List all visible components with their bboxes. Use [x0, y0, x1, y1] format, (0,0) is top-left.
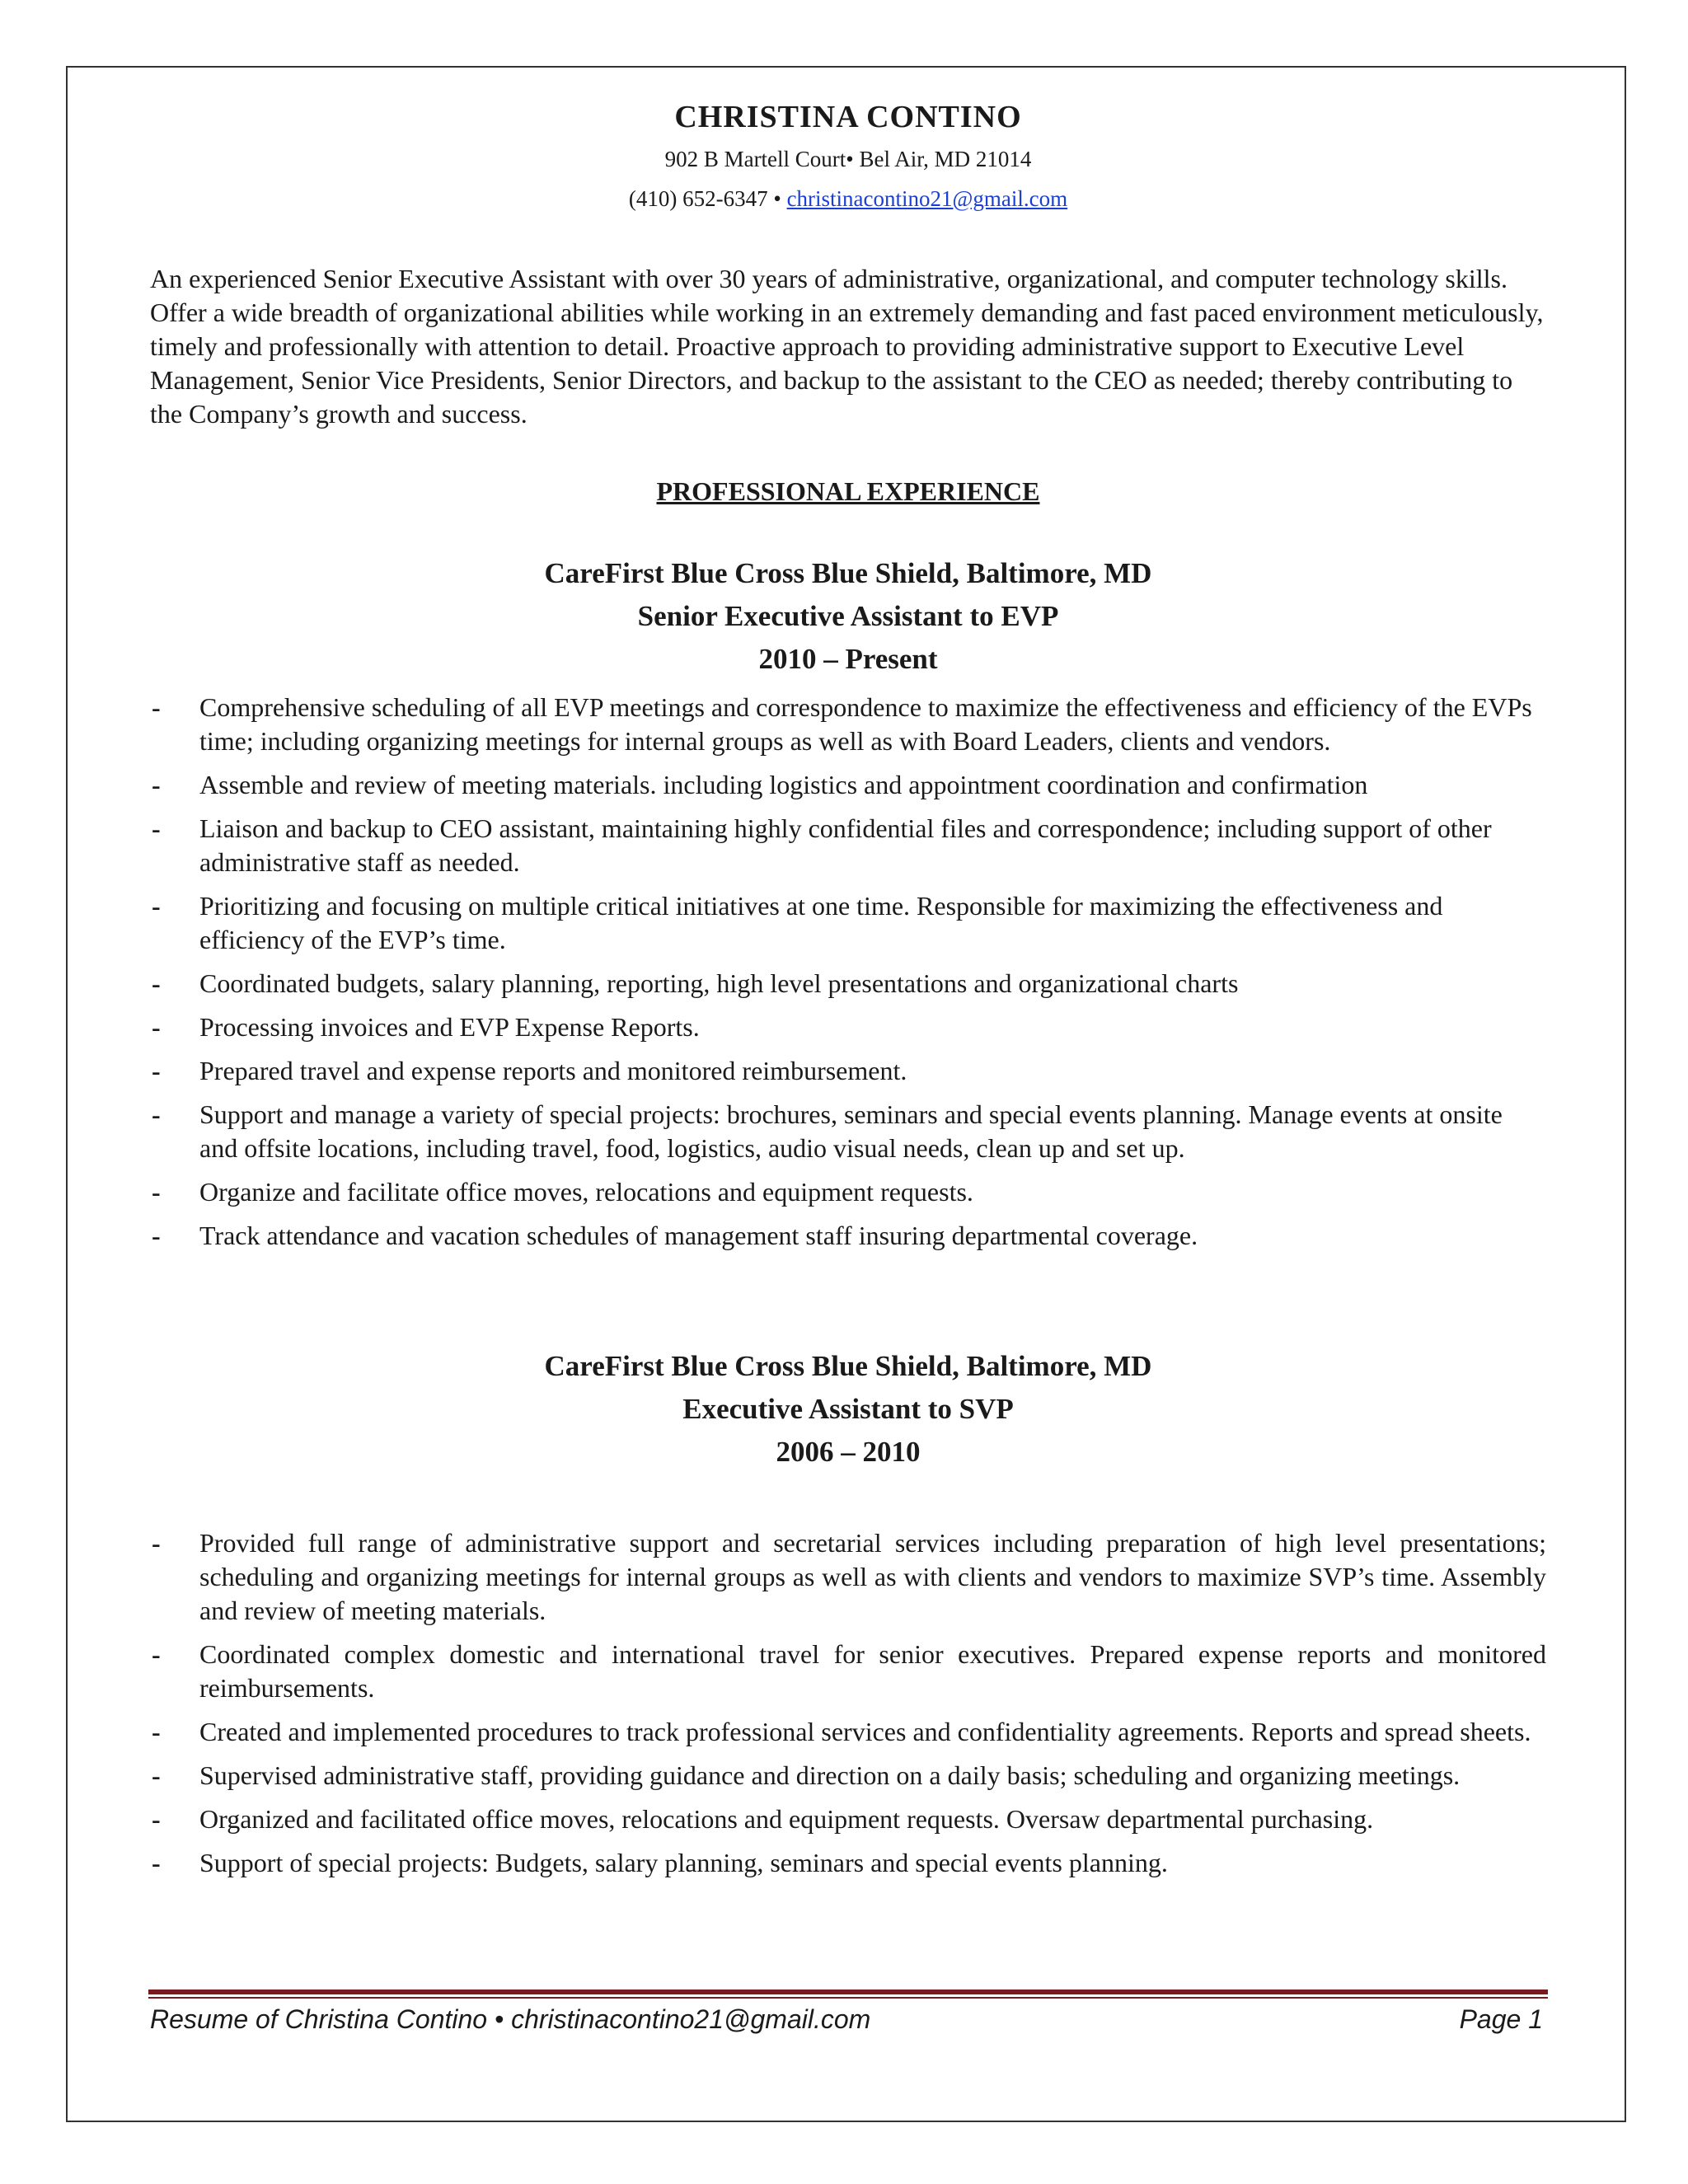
- bullet-dash: -: [152, 1528, 161, 1558]
- list-item: - Organized and facilitated office moves, relocations and equipment requests. Oversaw departmental purchasing.: [150, 1802, 1546, 1836]
- page-number: Page 1: [1459, 2004, 1543, 2034]
- list-item: - Organize and facilitate office moves, relocations and equipment requests.: [150, 1175, 1546, 1209]
- bullet-dash: -: [152, 1760, 161, 1790]
- list-item: - Prepared travel and expense reports and monitored reimbursement.: [150, 1054, 1546, 1088]
- section-title-experience: PROFESSIONAL EXPERIENCE: [656, 476, 1040, 506]
- address-line: 902 B Martell Court• Bel Air, MD 21014: [664, 147, 1032, 171]
- bullet-dash: -: [152, 1056, 161, 1085]
- bullet-dash: -: [152, 1177, 161, 1207]
- job-2-dates: 2006 – 2010: [776, 1436, 921, 1468]
- footer-divider-thick: [148, 1990, 1548, 1994]
- list-item: - Comprehensive scheduling of all EVP meetings and correspondence to maximize the effectiveness and efficiency of the EVPs time; including organizing meetings for internal groups as well as with Board Leaders, clients and vendors.: [152, 692, 1532, 756]
- bullet-dash: -: [152, 692, 161, 722]
- bullet-dash: -: [152, 813, 161, 843]
- list-item: - Support of special projects: Budgets, salary planning, seminars and special events planning.: [150, 1846, 1546, 1880]
- summary-paragraph: An experienced Senior Executive Assistant with over 30 years of administrative, organizational, and computer technology skills. Offer a wide breadth of organizational abilities while working in an extremely demanding and fast paced environment meticulously, timely and professionally with attention to detail. Proactive approach to providing administrative support to Executive Level Management, Senior Vice Presidents, Senior Directors, and backup to the assistant to the CEO as needed; thereby contributing to the Company’s growth and success.: [150, 264, 1544, 429]
- list-item: - Coordinated budgets, salary planning, reporting, high level presentations and organizational charts: [150, 967, 1546, 1001]
- candidate-name: CHRISTINA CONTINO: [674, 100, 1022, 134]
- job-2-header: [150, 1345, 1546, 1474]
- email-link[interactable]: christinacontino21@gmail.com: [786, 186, 1068, 211]
- bullet-dash: -: [152, 891, 161, 921]
- list-item: - Created and implemented procedures to track professional services and confidentiality agreements. Reports and spread sheets.: [150, 1715, 1546, 1749]
- bullet-dash: -: [152, 1221, 161, 1250]
- phone-text: (410) 652-6347 •: [628, 186, 787, 211]
- bullet-dash: -: [152, 770, 161, 799]
- job-2-company: CareFirst Blue Cross Blue Shield, Baltimore, MD: [544, 1350, 1152, 1382]
- bullet-dash: -: [152, 1848, 161, 1877]
- contact-line: [150, 186, 1546, 212]
- job-1-title: Senior Executive Assistant to EVP: [637, 600, 1059, 632]
- bullet-dash: -: [152, 1804, 161, 1834]
- footer-divider-thin: [148, 1997, 1548, 1999]
- list-item: - Supervised administrative staff, providing guidance and direction on a daily basis; scheduling and organizing meetings.: [150, 1759, 1546, 1793]
- job-1-bullet-list: [150, 691, 1546, 1263]
- job-2-title: Executive Assistant to SVP: [682, 1393, 1014, 1425]
- list-item: - Assemble and review of meeting materials. including logistics and appointment coordination and confirmation: [150, 768, 1546, 802]
- list-item: - Provided full range of administrative support and secretarial services including preparation of high level presentations; scheduling and organizing meetings for internal groups as well as with clients and vendors to maximize SVP’s time. Assembly and review of meeting materials.: [152, 1528, 1546, 1625]
- list-item: - Liaison and backup to CEO assistant, maintaining highly confidential files and correspondence; including support of other administrative staff as needed.: [152, 813, 1492, 877]
- job-1-company: CareFirst Blue Cross Blue Shield, Baltimore, MD: [544, 557, 1152, 589]
- list-item: - Processing invoices and EVP Expense Reports.: [150, 1010, 1546, 1044]
- footer-left-text: Resume of Christina Contino • christinacontino21@gmail.com: [150, 2004, 871, 2034]
- job-1-dates: 2010 – Present: [758, 643, 938, 675]
- list-item: - Track attendance and vacation schedules of management staff insuring departmental coverage.: [150, 1219, 1546, 1253]
- list-item: - Coordinated complex domestic and international travel for senior executives. Prepared expense reports and monitored reimbursements.: [152, 1639, 1546, 1703]
- job-1-header: [150, 552, 1546, 681]
- bullet-dash: -: [152, 1012, 161, 1042]
- bullet-dash: -: [152, 968, 161, 998]
- job-2-bullet-list: [150, 1526, 1546, 1890]
- page-footer: [150, 2004, 1546, 2035]
- bullet-dash: -: [152, 1099, 161, 1129]
- list-item: - Support and manage a variety of special projects: brochures, seminars and special events planning. Manage events at onsite and offsite locations, including travel, food, logistics, audio visual needs, clean up and set up.: [152, 1099, 1503, 1163]
- list-item: - Prioritizing and focusing on multiple critical initiatives at one time. Responsible for maximizing the effectiveness and efficiency of the EVP’s time.: [152, 891, 1443, 954]
- bullet-dash: -: [152, 1717, 161, 1746]
- bullet-dash: -: [152, 1639, 161, 1669]
